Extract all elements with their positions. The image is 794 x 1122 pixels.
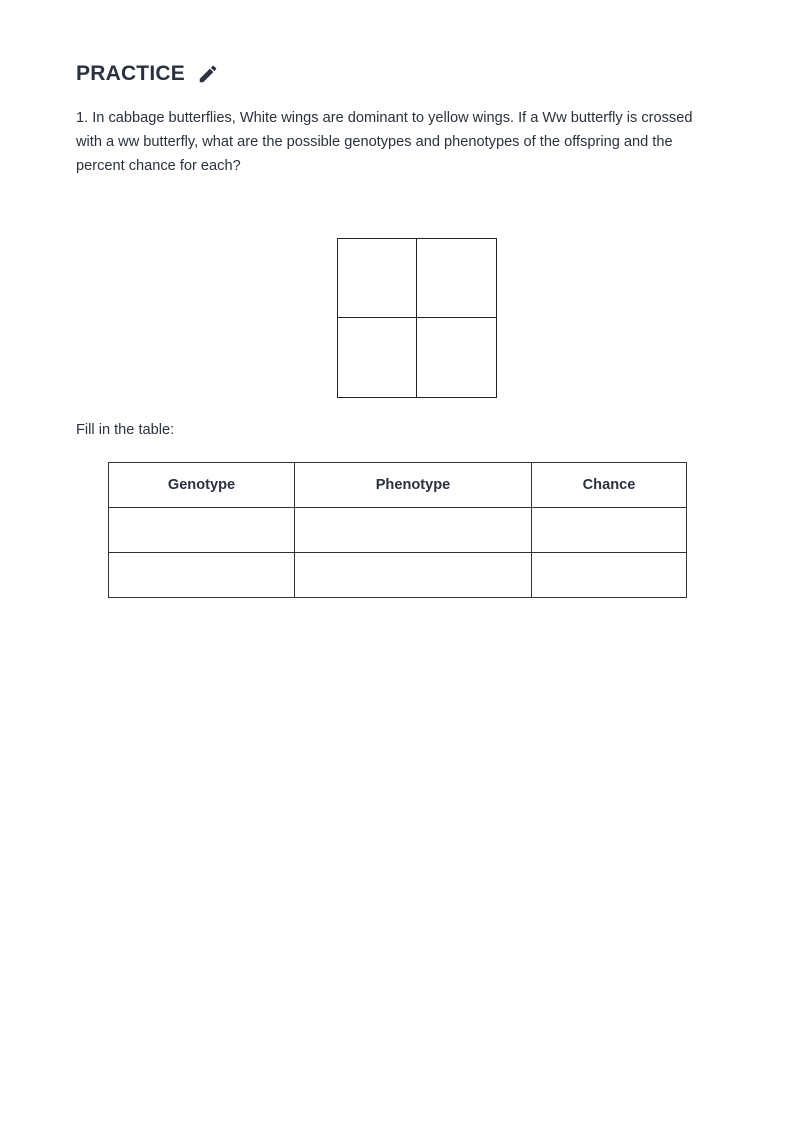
page-title: [76, 60, 219, 88]
fill-instruction: Fill in the table:: [76, 422, 175, 438]
genotype-cell[interactable]: [109, 553, 295, 598]
punnett-square: [337, 238, 497, 398]
table-row: [109, 508, 687, 553]
results-table: [108, 462, 687, 598]
punnett-cell[interactable]: [338, 239, 417, 318]
phenotype-cell[interactable]: [295, 508, 532, 553]
pencil-icon: [197, 63, 219, 85]
phenotype-header: Phenotype: [295, 463, 532, 508]
table-row: [109, 553, 687, 598]
punnett-cell[interactable]: [338, 318, 417, 397]
genotype-header: Genotype: [109, 463, 295, 508]
chance-cell[interactable]: [532, 508, 687, 553]
table-header-row: [109, 463, 687, 508]
punnett-cell[interactable]: [417, 318, 496, 397]
page-title-text: PRACTICE: [76, 62, 185, 85]
phenotype-cell[interactable]: [295, 553, 532, 598]
genotype-cell[interactable]: [109, 508, 295, 553]
chance-header: Chance: [532, 463, 687, 508]
chance-cell[interactable]: [532, 553, 687, 598]
punnett-cell[interactable]: [417, 239, 496, 318]
question-text: 1. In cabbage butterflies, White wings are dominant to yellow wings. If a Ww butterfly is crossed with a ww butterfly, what are the possible genotypes and phenotypes of the offspring and the percent chance for each?: [76, 110, 693, 174]
